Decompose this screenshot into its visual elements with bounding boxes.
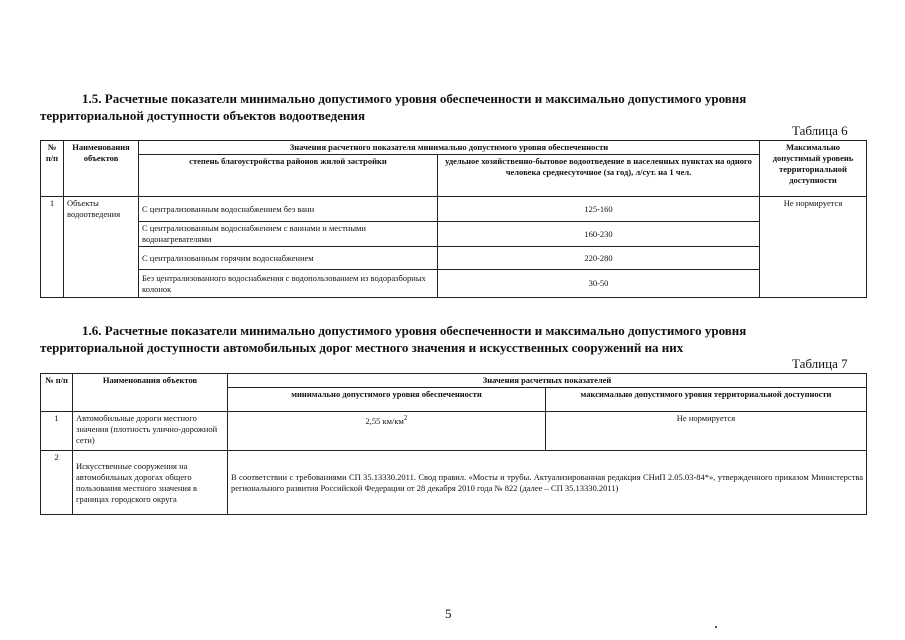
table-6-header-group: Значения расчетного показателя минимально допустимого уровня обеспеченности xyxy=(139,141,760,155)
table-6-row-num: 1 xyxy=(41,197,64,298)
section-1-5-heading-line2: территориальной доступности объектов водоотведения xyxy=(40,108,365,123)
section-1-5-heading-line1: 1.5. Расчетные показатели минимально допустимого уровня обеспеченности и максимально допустимого уровня xyxy=(82,91,747,106)
table-7-header-name: Наименования объектов xyxy=(73,374,228,412)
section-1-6-heading-line2: территориальной доступности автомобильных дорог местного значения и искусственных сооружений на них xyxy=(40,340,684,355)
table-7-row-1-num: 1 xyxy=(41,412,73,451)
table-6-degree-1: С централизованным водоснабжением без ванн xyxy=(139,197,438,222)
table-6-value-3: 220-280 xyxy=(438,247,760,270)
table-row xyxy=(41,222,867,247)
table-7 xyxy=(40,373,867,515)
table-6-value-2: 160-230 xyxy=(438,222,760,247)
table-6-header-name: Наименования объектов xyxy=(64,141,139,197)
scan-speck xyxy=(715,626,717,628)
table-7-row-2-requirements: В соответствии с требованиями СП 35.13330.2011. Свод правил. «Мосты и трубы. Актуализированная редакция СНиП 2.05.03-84*», утвержденного приказом Министерства регионального развития Российской Федерации от 28 декабря 2010 года № 822 (далее – СП 35.13330.2011) xyxy=(228,451,867,515)
table-7-header-group: Значения расчетных показателей xyxy=(228,374,867,388)
table-6 xyxy=(40,140,867,298)
table-7-row-1-max: Не нормируется xyxy=(546,412,867,451)
table-6-degree-4: Без централизованного водоснабжения с водопользованием из водоразборных колонок xyxy=(139,270,438,298)
density-unit-exponent: 2 xyxy=(403,414,408,422)
table-6-label: Таблица 6 xyxy=(792,123,848,138)
table-7-header-min: минимально допустимого уровня обеспеченности xyxy=(228,388,546,412)
table-6-header-specific: удельное хозяйственно-бытовое водоотведение в населенных пунктах на одного человека среднесуточное (за год), л/сут. на 1 чел. xyxy=(438,155,760,197)
table-6-header-num: № п/п xyxy=(41,141,64,197)
table-6-row-name: Объекты водоотведения xyxy=(64,197,139,298)
table-7-row-1-name: Автомобильные дороги местного значения (плотность улично-дорожной сети) xyxy=(73,412,228,451)
table-6-value-4: 30-50 xyxy=(438,270,760,298)
table-7-label: Таблица 7 xyxy=(792,356,848,371)
table-row xyxy=(41,197,867,222)
table-6-value-1: 125-160 xyxy=(438,197,760,222)
table-6-header-max: Максимально допустимый уровень территориальной доступности xyxy=(760,141,867,197)
section-1-5-heading xyxy=(40,90,865,124)
table-7-row-1-min xyxy=(228,412,546,451)
page-number: 5 xyxy=(445,606,452,621)
table-6-degree-2: С централизованным водоснабжением с ваннами и местными водонагревателями xyxy=(139,222,438,247)
table-7-row-2-num: 2 xyxy=(41,451,73,515)
table-6-degree-3: С централизованным горячим водоснабжением xyxy=(139,247,438,270)
table-7-header-max: максимально допустимого уровня территориальной доступности xyxy=(546,388,867,412)
table-row xyxy=(41,412,867,451)
table-row xyxy=(41,451,867,515)
density-value: 2,55 км/км xyxy=(365,415,404,426)
table-6-header-degree: степень благоустройства районов жилой застройки xyxy=(139,155,438,197)
section-1-6-heading xyxy=(40,322,865,356)
table-row xyxy=(41,247,867,270)
table-row xyxy=(41,270,867,298)
section-1-6-heading-line1: 1.6. Расчетные показатели минимально допустимого уровня обеспеченности и максимально допустимого уровня xyxy=(82,323,747,338)
table-6-row-max: Не нормируется xyxy=(760,197,867,298)
table-7-row-2-name: Искусственные сооружения на автомобильных дорогах общего пользования местного значения в границах городского округа xyxy=(73,451,228,515)
table-7-header-num: № п/п xyxy=(41,374,73,412)
